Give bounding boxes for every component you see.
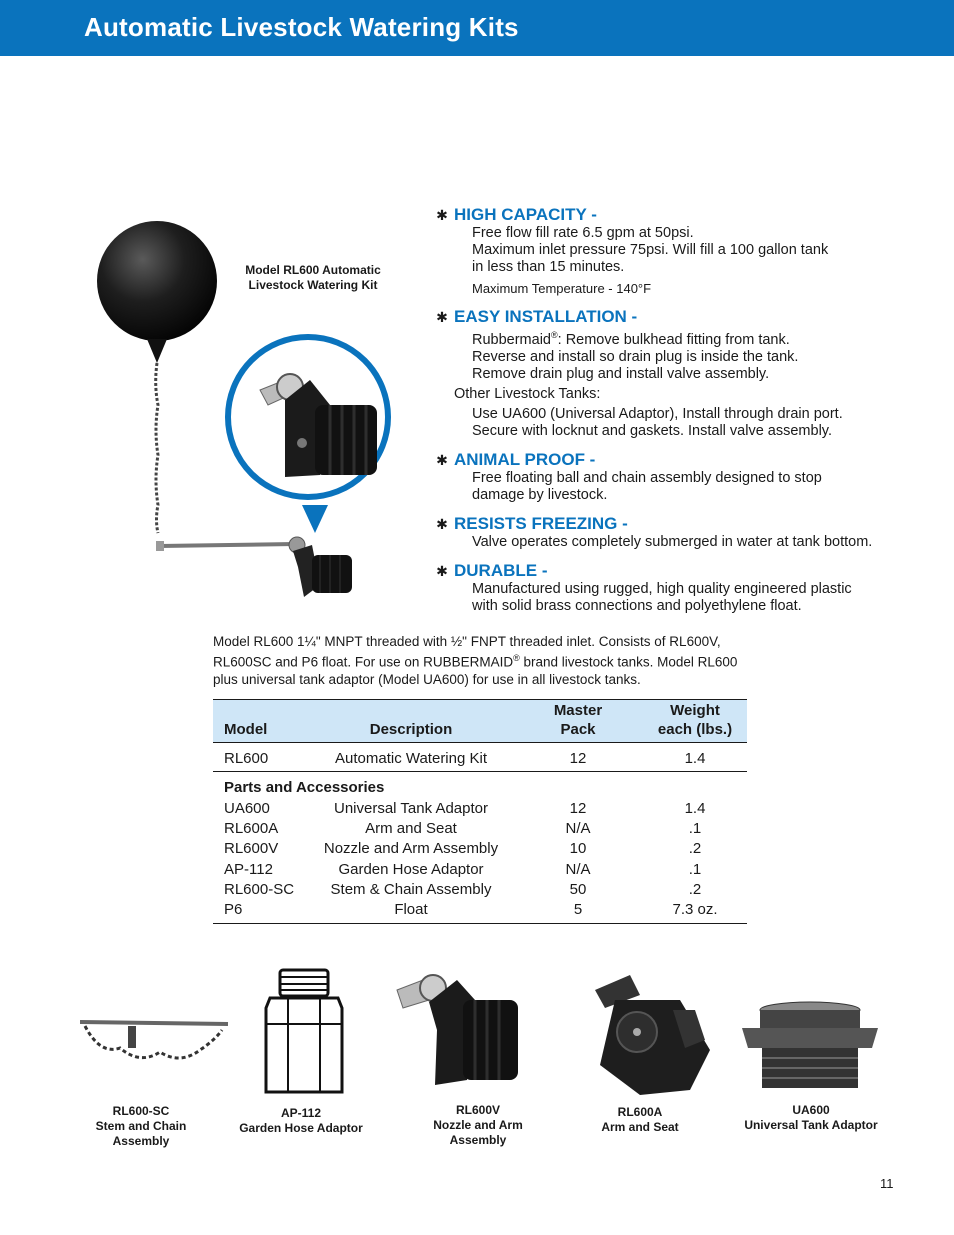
feature-title: RESISTS FREEZING - xyxy=(454,513,628,533)
intro-text: Model RL600 1¼" MNPT threaded with ½" FNPT threaded inlet. Consists of RL600V, RL600SC and P6 float. For use on RUBBERMAID xyxy=(213,634,721,670)
cell-pack: 12 xyxy=(569,749,587,767)
accessory-label xyxy=(90,1104,192,1149)
feature-line: with solid brass connections and polyethylene float. xyxy=(472,597,802,614)
col-header-weight xyxy=(643,700,747,742)
accessory-ap-112 xyxy=(262,968,346,1101)
cell-weight: .2 xyxy=(688,880,702,898)
cell-description: Arm and Seat xyxy=(365,819,457,837)
feature-line: in less than 15 minutes. xyxy=(472,259,625,275)
nozzle-arm-image xyxy=(395,970,525,1095)
feature-title: HIGH CAPACITY - xyxy=(454,205,597,224)
hose-adaptor-image xyxy=(262,968,346,1096)
feature-high-capacity xyxy=(436,205,916,297)
accessory-label xyxy=(744,1103,878,1133)
table-row xyxy=(213,859,747,879)
intro-text: brand livestock tanks. Model RL600 plus universal tank adaptor (Model UA600) for use in all livestock tanks. xyxy=(213,654,738,687)
cell-weight: 1.4 xyxy=(684,749,706,767)
cell-model: RL600V xyxy=(224,840,279,858)
cell-model: RL600 xyxy=(224,749,269,767)
cell-model: RL600-SC xyxy=(224,880,295,898)
accessory-label xyxy=(594,1105,686,1135)
feature-line: Remove drain plug and install valve assembly. xyxy=(472,365,770,382)
cell-pack: 50 xyxy=(569,880,587,898)
section-label: Parts and Accessories xyxy=(224,779,385,796)
asterisk-icon: ✱ xyxy=(436,309,448,325)
table-row xyxy=(213,743,747,772)
feature-durable xyxy=(436,561,916,615)
spec-table xyxy=(213,699,747,924)
arm-seat-image xyxy=(585,970,715,1098)
cell-weight: 1.4 xyxy=(684,799,706,817)
accessory-desc: Garden Hose Adaptor xyxy=(239,1121,363,1135)
accessory-code: RL600A xyxy=(617,1105,663,1119)
feature-line: Reverse and install so drain plug is inside the tank. xyxy=(472,348,799,365)
table-bottom-rule xyxy=(213,920,747,924)
accessory-desc: Universal Tank Adaptor xyxy=(744,1118,878,1132)
cell-model: UA600 xyxy=(224,799,270,817)
cell-pack: 5 xyxy=(573,901,583,919)
feature-line: Secure with locknut and gaskets. Install valve assembly. xyxy=(472,422,832,439)
table-header xyxy=(213,699,747,743)
cell-weight: .1 xyxy=(688,819,702,837)
header-line: Weight xyxy=(670,702,720,719)
page-title: Automatic Livestock Watering Kits xyxy=(84,12,519,42)
accessory-rl600a xyxy=(585,970,715,1103)
accessory-code: AP-112 xyxy=(280,1106,322,1120)
accessory-code: UA600 xyxy=(792,1103,830,1117)
cell-description: Stem & Chain Assembly xyxy=(330,880,492,898)
feature-line: Free flow fill rate 6.5 gpm at 50psi. xyxy=(472,225,694,241)
feature-line: Use UA600 (Universal Adaptor), Install through drain port. xyxy=(472,405,843,422)
model-description xyxy=(213,633,753,688)
accessory-desc: Arm and Seat xyxy=(601,1120,679,1134)
header-line: each (lbs.) xyxy=(657,721,733,738)
tank-adaptor-image xyxy=(740,1000,880,1092)
table-row xyxy=(213,879,747,899)
registered-mark: ® xyxy=(551,330,558,340)
feature-line: damage by livestock. xyxy=(472,486,608,503)
accessory-desc: Nozzle and Arm xyxy=(433,1118,523,1132)
accessory-label xyxy=(238,1106,364,1136)
accessory-code: RL600V xyxy=(455,1103,501,1117)
col-header-pack xyxy=(513,700,643,742)
hero-caption: Model RL600 Automatic Livestock Watering Kit xyxy=(245,263,381,292)
accessory-desc: Assembly xyxy=(112,1134,170,1148)
hero-product-illustration xyxy=(90,215,410,610)
table-row xyxy=(213,899,747,919)
accessory-code: RL600-SC xyxy=(112,1104,170,1118)
feature-title: DURABLE - xyxy=(454,560,548,580)
feature-line: Free floating ball and chain assembly designed to stop xyxy=(472,469,822,486)
cell-description: Automatic Watering Kit xyxy=(335,749,487,767)
asterisk-icon: ✱ xyxy=(436,562,448,579)
asterisk-icon: ✱ xyxy=(436,515,448,532)
feature-line: Manufactured using rugged, high quality engineered plastic xyxy=(472,580,852,597)
feature-title: ANIMAL PROOF - xyxy=(454,449,596,469)
cell-description: Universal Tank Adaptor xyxy=(334,799,488,817)
feature-line: Maximum inlet pressure 75psi. Will fill a 100 gallon tank xyxy=(472,242,829,258)
feature-title: EASY INSTALLATION - xyxy=(454,307,638,326)
cell-description: Float xyxy=(394,901,428,919)
cell-description: Garden Hose Adaptor xyxy=(338,860,484,878)
cell-model: AP-112 xyxy=(224,860,273,878)
asterisk-icon: ✱ xyxy=(436,207,448,223)
accessory-label xyxy=(430,1103,526,1148)
asterisk-icon: ✱ xyxy=(436,451,448,468)
page-header xyxy=(0,0,954,56)
stem-chain-image xyxy=(80,1010,230,1070)
table-row xyxy=(213,798,747,818)
registered-mark: ® xyxy=(513,653,520,663)
feature-animal-proof xyxy=(436,450,916,504)
cell-weight: .1 xyxy=(688,860,702,878)
accessory-rl600v xyxy=(395,970,525,1100)
accessory-desc: Assembly xyxy=(449,1133,507,1147)
features-list xyxy=(436,205,916,622)
cell-weight: 7.3 oz. xyxy=(672,901,718,919)
brand-name: Rubbermaid xyxy=(472,331,551,348)
cell-pack: 10 xyxy=(569,840,587,858)
feature-resists-freezing xyxy=(436,514,916,551)
header-line: Pack xyxy=(560,721,596,738)
page-number: 11 xyxy=(880,1176,894,1191)
col-header-model: Model xyxy=(224,721,268,738)
cell-model: RL600A xyxy=(224,819,279,837)
cell-pack: 12 xyxy=(569,799,587,817)
header-line: Master xyxy=(553,702,603,719)
col-header-description: Description xyxy=(369,721,453,738)
cell-description: Nozzle and Arm Assembly xyxy=(323,840,499,858)
feature-note: Maximum Temperature - 140°F xyxy=(472,281,652,296)
cell-pack: N/A xyxy=(565,819,591,837)
cell-pack: N/A xyxy=(565,860,591,878)
feature-line xyxy=(472,327,916,349)
feature-sub-label: Other Livestock Tanks: xyxy=(454,385,601,402)
feature-line: Valve operates completely submerged in water at tank bottom. xyxy=(472,533,873,550)
cell-model: P6 xyxy=(224,901,243,919)
accessory-desc: Stem and Chain xyxy=(95,1119,187,1133)
feature-easy-installation xyxy=(436,307,916,440)
accessory-ua600 xyxy=(740,1000,880,1097)
table-row xyxy=(213,818,747,838)
accessory-rl600-sc xyxy=(80,1010,230,1075)
cell-weight: .2 xyxy=(688,840,702,858)
brand-rest: : Remove bulkhead fitting from tank. xyxy=(557,331,790,348)
table-row xyxy=(213,839,747,859)
